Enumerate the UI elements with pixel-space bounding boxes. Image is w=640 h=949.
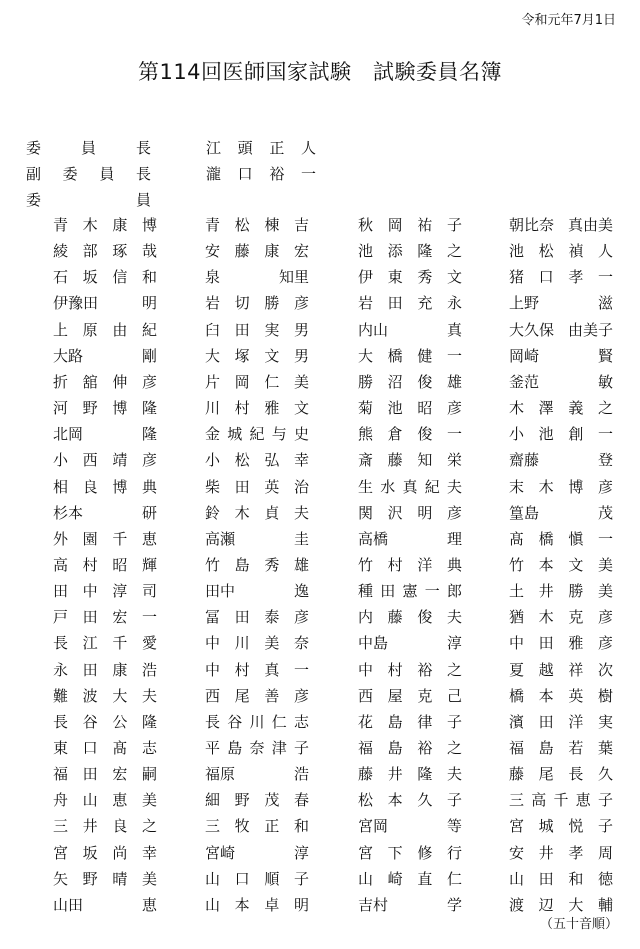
member-name: 三 牧 正 和 (205, 817, 309, 836)
member-name: 石 坂 信 和 (53, 268, 157, 287)
member-name: 安 井 孝 周 (509, 843, 613, 862)
member-name: 池 松 禎 人 (509, 242, 613, 261)
member-name: 臼 田 実 男 (205, 320, 309, 339)
member-name: 菊 池 昭 彦 (358, 399, 462, 418)
member-name: 熊 倉 俊 一 (358, 425, 462, 444)
member-name: 池 添 隆 之 (358, 242, 462, 261)
member-name: 永 田 康 浩 (53, 660, 157, 679)
member-name: 釜范 敏 (509, 372, 613, 391)
member-row (53, 787, 615, 813)
member-name: 相 良 博 典 (53, 477, 157, 496)
member-name: 小 西 靖 彦 (53, 451, 157, 470)
member-name: 柴 田 英 治 (205, 477, 309, 496)
member-name: 中 村 真 一 (205, 660, 309, 679)
member-row (53, 552, 615, 578)
role-name: 江 頭 正 人 (206, 139, 316, 157)
member-name: 山田 恵 (53, 895, 157, 914)
member-row (53, 500, 615, 526)
member-name: 難 波 大 夫 (53, 686, 157, 705)
member-name: 矢 野 晴 美 (53, 869, 157, 888)
member-name: 齋藤 登 (509, 451, 613, 470)
member-name: 勝 沼 俊 雄 (358, 372, 462, 391)
member-name: 宮崎 淳 (205, 843, 309, 862)
member-name: 河 野 博 隆 (53, 399, 157, 418)
member-name: 綾 部 琢 哉 (53, 242, 157, 261)
member-name: 宮 坂 尚 幸 (53, 843, 157, 862)
member-name: 末 木 博 彦 (509, 477, 613, 496)
member-name: 竹 村 洋 典 (358, 555, 462, 574)
member-name: 竹 島 秀 雄 (205, 555, 309, 574)
member-name: 上 原 由 紀 (53, 320, 157, 339)
member-name: 生 水 真 紀 夫 (358, 477, 462, 496)
member-name: 斎 藤 知 栄 (358, 451, 462, 470)
member-name: 松 本 久 子 (358, 791, 462, 810)
member-name: 藤 井 隆 夫 (358, 765, 462, 784)
member-name: 内 藤 俊 夫 (358, 608, 462, 627)
member-name: 宮 下 修 行 (358, 843, 462, 862)
member-name: 大 塚 文 男 (205, 346, 309, 365)
member-name: 高 村 昭 輝 (53, 555, 157, 574)
member-name: 安 藤 康 宏 (205, 242, 309, 261)
member-name: 中 村 裕 之 (358, 660, 462, 679)
member-row (53, 761, 615, 787)
member-name: 鈴 木 貞 夫 (205, 503, 309, 522)
member-name: 山 本 卓 明 (205, 895, 309, 914)
member-row (53, 813, 615, 839)
member-name: 岡崎 賢 (509, 346, 613, 365)
member-row (53, 735, 615, 761)
member-name: 青 松 棟 吉 (205, 216, 309, 234)
member-name: 田中 逸 (205, 582, 309, 601)
member-name: 夏 越 祥 次 (509, 660, 613, 679)
member-name: 種 田 憲 一 郎 (358, 582, 462, 601)
member-name: 中 田 雅 彦 (509, 634, 613, 653)
member-name: 長 谷 公 隆 (53, 712, 157, 731)
sort-order-note: （五十音順） (539, 917, 618, 932)
member-row (53, 395, 615, 421)
member-row (53, 866, 615, 892)
member-row (53, 840, 615, 866)
role-label: 委 員 長 (26, 139, 151, 157)
member-name: 木 澤 義 之 (509, 399, 613, 418)
member-name: 藤 尾 長 久 (509, 765, 613, 784)
member-name: 濱 田 洋 実 (509, 712, 613, 731)
member-row (53, 604, 615, 630)
member-name: 大 橋 健 一 (358, 346, 462, 365)
member-name: 福 田 宏 嗣 (53, 765, 157, 784)
member-name: 大久保 由美子 (509, 320, 613, 339)
member-row (53, 578, 615, 604)
member-row (53, 317, 615, 343)
member-name: 金 城 紀 与 史 (205, 425, 309, 444)
member-name: 川 村 雅 文 (205, 399, 309, 418)
member-row (53, 709, 615, 735)
member-row (53, 657, 615, 683)
member-row (53, 630, 615, 656)
member-name: 高瀬 圭 (205, 529, 309, 548)
member-name: 高橋 理 (358, 529, 462, 548)
member-name: 岩 切 勝 彦 (205, 294, 309, 313)
member-row (53, 447, 615, 473)
member-name: 冨 田 泰 彦 (205, 608, 309, 627)
member-name: 折 舘 伸 彦 (53, 372, 157, 391)
member-name: 吉村 学 (358, 895, 462, 914)
member-name: 宮岡 等 (358, 817, 462, 836)
member-name: 戸 田 宏 一 (53, 608, 157, 627)
member-row (53, 343, 615, 369)
member-name: 平 島 奈 津 子 (205, 739, 309, 757)
issue-date: 令和元年7月1日 (521, 13, 616, 28)
member-row (53, 421, 615, 447)
member-name: 花 島 律 子 (358, 712, 462, 731)
member-name: 朝比奈 真由美 (509, 216, 613, 234)
member-name: 細 野 茂 春 (205, 791, 309, 810)
member-name: 内山 真 (358, 320, 462, 339)
member-name: 三 井 良 之 (53, 817, 157, 836)
role-label: 副 委 員 長 (26, 165, 151, 183)
member-name: 福 島 若 葉 (509, 739, 613, 757)
member-name: 東 口 髙 志 (53, 739, 157, 757)
role-name: 瀧 口 裕 一 (206, 165, 316, 183)
member-row (53, 290, 615, 316)
member-name: 青 木 康 博 (53, 216, 157, 234)
member-name: 大路 剛 (53, 346, 157, 365)
member-row (53, 892, 615, 918)
member-row (53, 474, 615, 500)
member-name: 上野 滋 (509, 294, 613, 313)
member-row (53, 264, 615, 290)
member-name: 山 田 和 徳 (509, 869, 613, 888)
member-name: 篁島 茂 (509, 503, 613, 522)
member-name: 西 屋 克 己 (358, 686, 462, 705)
member-name: 伊豫田 明 (53, 294, 157, 313)
member-name: 髙 橋 愼 一 (509, 529, 613, 548)
member-name: 岩 田 充 永 (358, 294, 462, 313)
member-name: 小 松 弘 幸 (205, 451, 309, 470)
member-row (53, 683, 615, 709)
member-name: 舟 山 恵 美 (53, 791, 157, 810)
member-name: 猪 口 孝 一 (509, 268, 613, 287)
member-name: 猶 木 克 彦 (509, 608, 613, 627)
member-name: 中 川 美 奈 (205, 634, 309, 653)
member-name: 三 高 千 恵 子 (509, 791, 613, 810)
member-name: 中島 淳 (358, 634, 462, 653)
member-name: 土 井 勝 美 (509, 582, 613, 601)
member-name: 伊 東 秀 文 (358, 268, 462, 287)
member-name: 宮 城 悦 子 (509, 817, 613, 836)
member-name: 福 島 裕 之 (358, 739, 462, 757)
member-name: 山 口 順 子 (205, 869, 309, 888)
member-name: 渡 辺 大 輔 (509, 895, 613, 914)
member-name: 田 中 淳 司 (53, 582, 157, 601)
member-name: 杉本 研 (53, 503, 157, 522)
member-name: 長 江 千 愛 (53, 634, 157, 653)
member-name: 泉 知里 (205, 268, 309, 287)
member-name: 小 池 創 一 (509, 425, 613, 444)
member-name: 橋 本 英 樹 (509, 686, 613, 705)
member-row (53, 369, 615, 395)
member-name: 関 沢 明 彦 (358, 503, 462, 522)
member-row (53, 238, 615, 264)
member-row (53, 212, 615, 238)
member-name: 西 尾 善 彦 (205, 686, 309, 705)
member-name: 片 岡 仁 美 (205, 372, 309, 391)
member-name: 北岡 隆 (53, 425, 157, 444)
role-label: 委 員 (26, 191, 151, 209)
page-title: 第114回医師国家試験 試験委員名簿 (137, 60, 503, 84)
member-name: 秋 岡 祐 子 (358, 216, 462, 234)
member-row (53, 526, 615, 552)
member-name: 竹 本 文 美 (509, 555, 613, 574)
member-name: 福原 浩 (205, 765, 309, 784)
member-name: 長 谷 川 仁 志 (205, 712, 309, 731)
member-name: 外 園 千 恵 (53, 529, 157, 548)
member-name: 山 崎 直 仁 (358, 869, 462, 888)
